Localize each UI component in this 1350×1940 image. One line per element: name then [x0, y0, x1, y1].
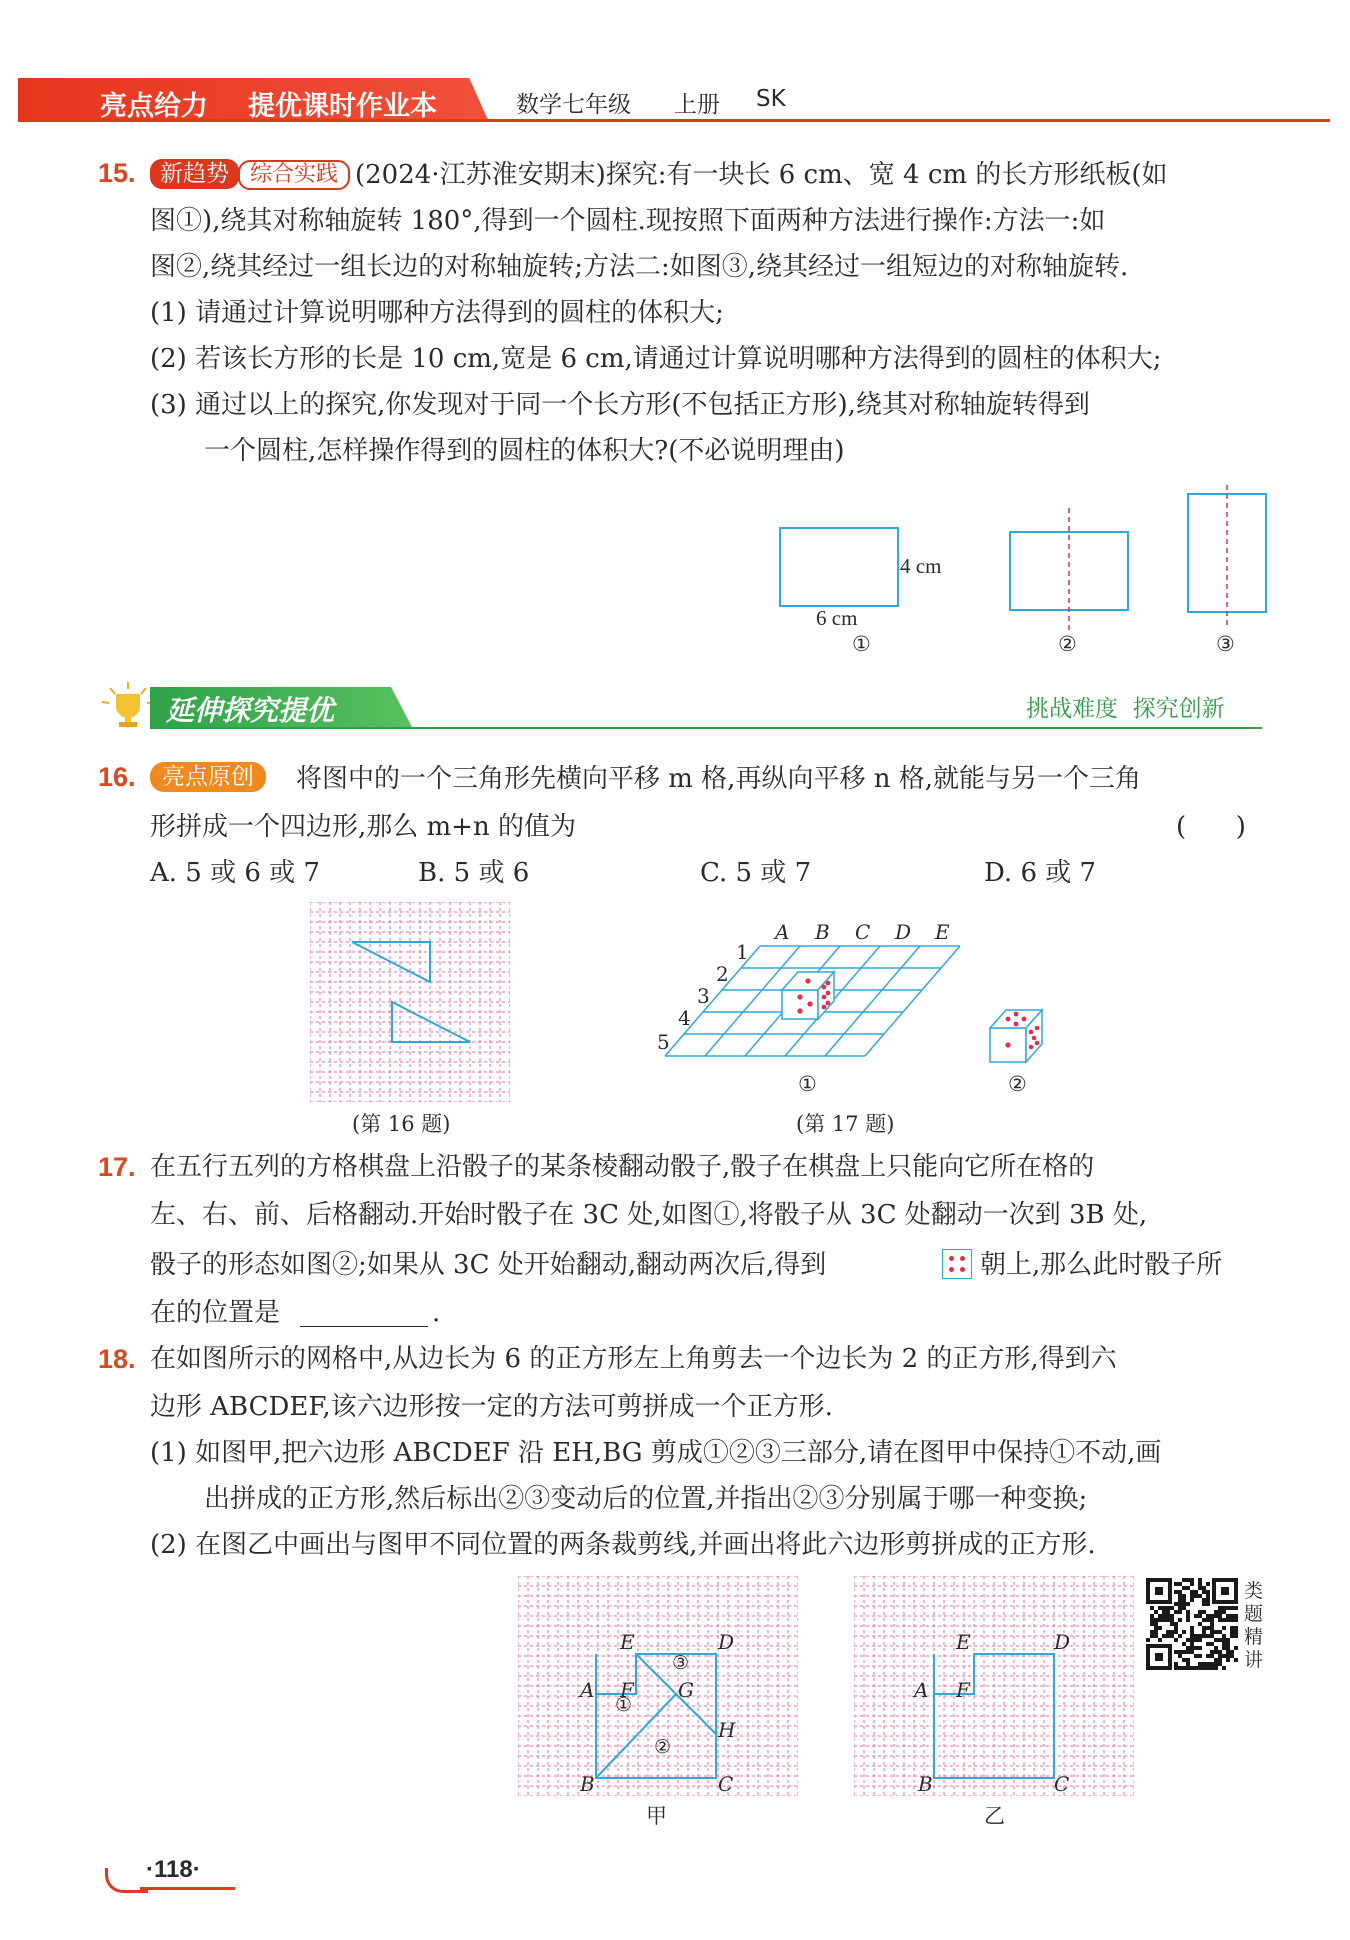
fig-jia-label-f: F: [620, 1678, 634, 1702]
col-label-e: E: [935, 920, 950, 944]
fig-yi-label-c: C: [1054, 1772, 1070, 1796]
q16-option-b: B. 5 或 6: [418, 858, 530, 888]
row-label-2: 2: [716, 962, 729, 986]
q18-figure-yi: [854, 1576, 1134, 1796]
fig-yi-label-d: D: [1054, 1630, 1071, 1654]
section-title: 延伸探究提优: [166, 694, 335, 727]
header-subtitle: 提优课时作业本: [248, 91, 437, 122]
footer-rule: [140, 1887, 235, 1890]
q15-tag-trend: 新趋势: [150, 159, 239, 189]
fig-jia-piece-2: ②: [654, 1736, 672, 1758]
qr-code-icon[interactable]: [1146, 1578, 1238, 1670]
row-label-5: 5: [657, 1030, 670, 1054]
col-label-d: D: [895, 920, 912, 944]
fig-jia-label-g: G: [678, 1678, 694, 1702]
q16-option-c: C. 5 或 7: [700, 858, 812, 888]
trophy-icon: [98, 680, 158, 730]
q17-fig1-label: ①: [798, 1072, 817, 1096]
fig-yi-label-e: E: [956, 1630, 971, 1654]
q15-width-label: 4 cm: [900, 554, 942, 578]
q15-number: 15.: [98, 158, 136, 188]
q16-caption: (第 16 题): [352, 1112, 451, 1136]
q18-line-2: 边形 ABCDEF,该六边形按一定的方法可剪拼成一个正方形.: [150, 1392, 833, 1422]
q17-die-figure: [985, 1000, 1055, 1070]
q15-line-2: 图①),绕其对称轴旋转 180°,得到一个圆柱.现按照下面两种方法进行操作:方法一:如: [150, 206, 1106, 236]
die-face-four-icon: [942, 1249, 972, 1279]
fig-jia-piece-3: ③: [672, 1652, 690, 1674]
fig-jia-label-a: A: [580, 1678, 595, 1702]
header-rule: [18, 119, 1330, 122]
q17-number: 17.: [98, 1152, 136, 1182]
row-label-1: 1: [736, 940, 749, 964]
q15-line-1: (2024·江苏淮安期末)探究:有一块长 6 cm、宽 4 cm 的长方形纸板(如: [355, 160, 1168, 190]
q17-caption: (第 17 题): [796, 1112, 895, 1136]
q16-answer-paren: ( ): [1176, 812, 1246, 842]
fig-yi-caption: 乙: [984, 1804, 1005, 1828]
q15-tag-practice: 综合实践: [238, 160, 350, 190]
fig-jia-label-b: B: [580, 1772, 595, 1796]
q15-line-3: 图②,绕其经过一组长边的对称轴旋转;方法二:如图③,绕其经过一组短边的对称轴旋转.: [150, 252, 1129, 282]
q15-part-3-cont: 一个圆柱,怎样操作得到的圆柱的体积大?(不必说明理由): [204, 436, 845, 466]
section-subtitle: 挑战难度 探究创新: [1026, 696, 1225, 722]
col-label-b: B: [815, 920, 830, 944]
fig-jia-label-h: H: [718, 1718, 736, 1742]
fig-yi-label-a: A: [914, 1678, 929, 1702]
q17-period: .: [432, 1298, 441, 1328]
rectangle-fig1: [780, 528, 898, 606]
q16-line-2: 形拼成一个四边形,那么 m+n 的值为: [150, 812, 576, 842]
col-label-a: A: [775, 920, 790, 944]
col-label-c: C: [855, 920, 871, 944]
fig-yi-label-b: B: [918, 1772, 933, 1796]
q16-line-1: 将图中的一个三角形先横向平移 m 格,再纵向平移 n 格,就能与另一个三角: [296, 764, 1141, 794]
q17-line-3-cont: 朝上,那么此时骰子所: [980, 1250, 1223, 1280]
q15-fig1-label: ①: [852, 632, 871, 656]
q15-part-2: (2) 若该长方形的长是 10 cm,宽是 6 cm,请通过计算说明哪种方法得到的圆柱的体积大;: [150, 344, 1162, 374]
q18-part-1: (1) 如图甲,把六边形 ABCDEF 沿 EH,BG 剪成①②③三部分,请在图甲中保持①不动,画: [150, 1438, 1162, 1468]
q17-line-3: 骰子的形态如图②;如果从 3C 处开始翻动,翻动两次后,得到: [150, 1250, 827, 1280]
q18-line-1: 在如图所示的网格中,从边长为 6 的正方形左上角剪去一个边长为 2 的正方形,得到六: [150, 1344, 1117, 1374]
q16-option-a: A. 5 或 6 或 7: [150, 858, 320, 888]
fig-jia-caption: 甲: [646, 1804, 667, 1828]
q17-line-1: 在五行五列的方格棋盘上沿骰子的某条棱翻动骰子,骰子在棋盘上只能向它所在格的: [150, 1152, 1095, 1182]
fig-jia-piece-1: ①: [615, 1694, 633, 1716]
q15-part-3: (3) 通过以上的探究,你发现对于同一个长方形(不包括正方形),绕其对称轴旋转得到: [150, 390, 1090, 420]
q16-grid-figure: [310, 902, 510, 1102]
q18-number: 18.: [98, 1344, 136, 1374]
row-label-3: 3: [697, 984, 710, 1008]
header-subject: 数学七年级: [516, 92, 631, 118]
q15-fig2-label: ②: [1058, 632, 1077, 656]
page-number: ·118·: [146, 1856, 201, 1883]
q17-line-2: 左、右、前、后格翻动.开始时骰子在 3C 处,如图①,将骰子从 3C 处翻动一次到 3B 处,: [150, 1200, 1148, 1230]
q16-option-d: D. 6 或 7: [984, 858, 1097, 888]
q17-line-4: 在的位置是: [150, 1298, 281, 1328]
q18-part-1-cont: 出拼成的正方形,然后标出②③变动后的位置,并指出②③分别属于哪一种变换;: [204, 1484, 1088, 1514]
fig-jia-label-c: C: [718, 1772, 734, 1796]
q18-part-2: (2) 在图乙中画出与图甲不同位置的两条裁剪线,并画出将此六边形剪拼成的正方形.: [150, 1530, 1096, 1560]
q17-answer-blank: [300, 1326, 428, 1327]
qr-caption: 类题精讲: [1244, 1580, 1264, 1671]
q17-fig2-label: ②: [1008, 1072, 1027, 1096]
fig-jia-label-d: D: [718, 1630, 735, 1654]
fig-jia-label-e: E: [620, 1630, 635, 1654]
q16-tag: 亮点原创: [150, 762, 266, 792]
q16-number: 16.: [98, 762, 136, 792]
triangle-lower: [392, 1002, 470, 1042]
header-edition: SK: [756, 86, 786, 112]
q18-figure-jia: [518, 1576, 798, 1796]
header-volume: 上册: [674, 92, 720, 118]
header-brand: 亮点给力: [100, 91, 208, 122]
row-label-4: 4: [678, 1006, 691, 1030]
q15-part-1: (1) 请通过计算说明哪种方法得到的圆柱的体积大;: [150, 298, 724, 328]
fig-yi-label-f: F: [956, 1678, 970, 1702]
q15-length-label: 6 cm: [816, 606, 858, 630]
q15-fig3-label: ③: [1216, 632, 1235, 656]
